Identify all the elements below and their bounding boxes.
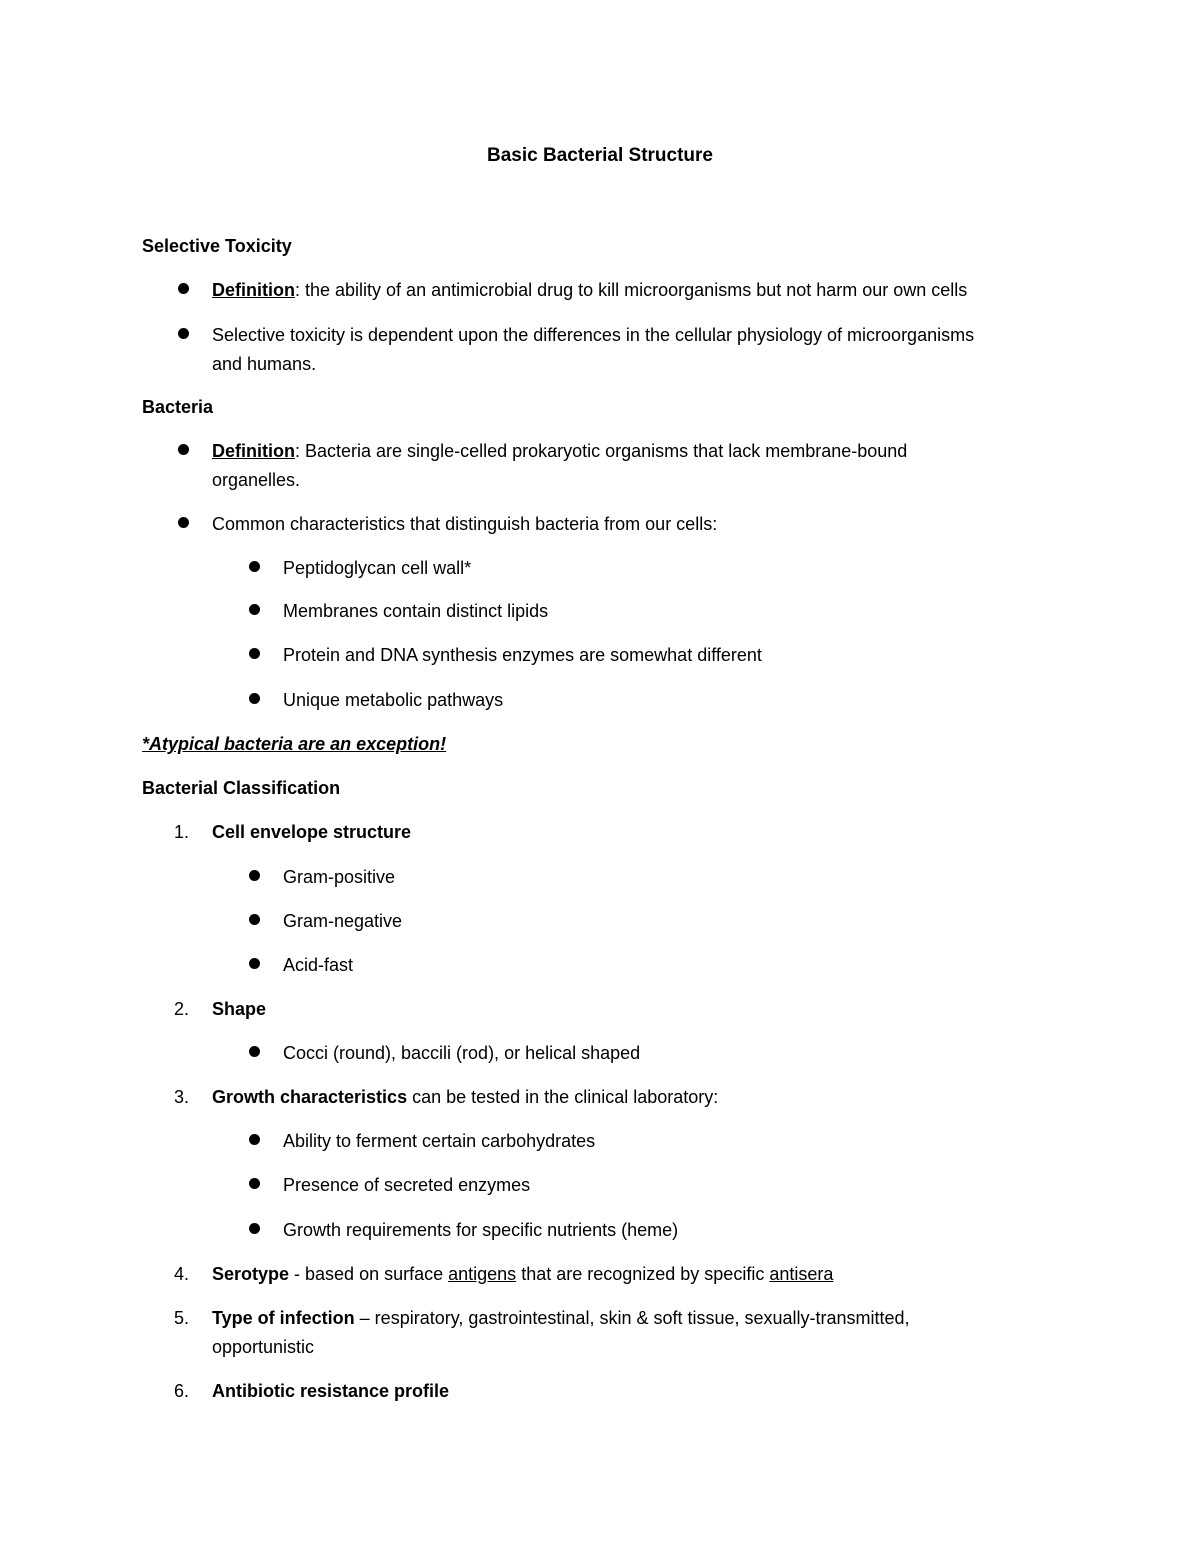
bullet-icon bbox=[249, 1046, 260, 1057]
bullet-icon bbox=[249, 561, 260, 572]
bullet-icon bbox=[249, 1134, 260, 1145]
list-number: 5. bbox=[174, 1308, 190, 1328]
list-number: 3. bbox=[174, 1087, 190, 1107]
sub-list-item: Cocci (round), baccili (rod), or helical shaped bbox=[283, 1043, 641, 1063]
term-label: Definition bbox=[212, 280, 295, 300]
sub-list-item: Gram-negative bbox=[283, 911, 403, 931]
sub-list-item: Membranes contain distinct lipids bbox=[283, 601, 549, 621]
list-item-text: Selective toxicity is dependent upon the differences in the cellular physiology of microorganisms bbox=[212, 325, 975, 345]
classification-item bbox=[212, 1085, 718, 1109]
bullet-icon bbox=[249, 648, 260, 659]
list-number: 4. bbox=[174, 1264, 190, 1284]
definition-text: : the ability of an antimicrobial drug to kill microorganisms but not harm our own cells bbox=[295, 280, 968, 300]
list-item-text-continued: organelles. bbox=[212, 470, 301, 490]
sub-list-item: Ability to ferment certain carbohydrates bbox=[283, 1131, 596, 1151]
classification-item-label: Shape bbox=[212, 999, 267, 1019]
classification-item-text: - based on surface bbox=[289, 1264, 449, 1284]
bullet-icon bbox=[249, 958, 260, 969]
section-heading-classification: Bacterial Classification bbox=[142, 778, 341, 798]
bullet-icon bbox=[249, 914, 260, 925]
sub-list-item: Acid-fast bbox=[283, 955, 354, 975]
classification-item-text: can be tested in the clinical laboratory: bbox=[407, 1087, 719, 1107]
sub-list-item: Protein and DNA synthesis enzymes are somewhat different bbox=[283, 645, 762, 665]
bullet-icon bbox=[249, 604, 260, 615]
sub-list-item: Unique metabolic pathways bbox=[283, 690, 504, 710]
classification-item-text-continued: opportunistic bbox=[212, 1337, 315, 1357]
list-item-text-continued: and humans. bbox=[212, 354, 317, 374]
classification-item-text: that are recognized by specific bbox=[516, 1264, 770, 1284]
list-item-definition bbox=[212, 278, 967, 302]
classification-item bbox=[212, 1306, 910, 1330]
sub-list-item: Peptidoglycan cell wall* bbox=[283, 558, 472, 578]
term-label: Definition bbox=[212, 441, 295, 461]
bullet-icon bbox=[249, 870, 260, 881]
bullet-icon bbox=[178, 517, 189, 528]
sub-list-item: Presence of secreted enzymes bbox=[283, 1175, 531, 1195]
bullet-icon bbox=[249, 1178, 260, 1189]
bullet-icon bbox=[178, 283, 189, 294]
list-number: 1. bbox=[174, 822, 190, 842]
classification-item-label: Growth characteristics bbox=[212, 1087, 408, 1107]
classification-item-label: Cell envelope structure bbox=[212, 822, 412, 842]
section-heading-bacteria: Bacteria bbox=[142, 397, 214, 417]
classification-item-label: Serotype bbox=[212, 1264, 290, 1284]
sub-list-item: Growth requirements for specific nutrients (heme) bbox=[283, 1220, 679, 1240]
list-item-text: Common characteristics that distinguish bacteria from our cells: bbox=[212, 514, 718, 534]
list-number: 6. bbox=[174, 1381, 190, 1401]
list-number: 2. bbox=[174, 999, 190, 1019]
antigens-link: antigens bbox=[448, 1264, 517, 1284]
classification-item bbox=[212, 1262, 833, 1286]
sub-list-item: Gram-positive bbox=[283, 867, 396, 887]
page-title: Basic Bacterial Structure bbox=[487, 145, 713, 166]
bullet-icon bbox=[178, 328, 189, 339]
section-heading-selective-toxicity: Selective Toxicity bbox=[142, 236, 292, 256]
bullet-icon bbox=[249, 693, 260, 704]
definition-text: : Bacteria are single-celled prokaryotic organisms that lack membrane-bound bbox=[295, 441, 908, 461]
bullet-icon bbox=[178, 444, 189, 455]
bullet-icon bbox=[249, 1223, 260, 1234]
classification-item-label: Type of infection bbox=[212, 1308, 355, 1328]
antisera-link: antisera bbox=[769, 1264, 834, 1284]
exception-note: *Atypical bacteria are an exception! bbox=[142, 734, 447, 754]
list-item-definition bbox=[212, 439, 907, 463]
classification-item-text: – respiratory, gastrointestinal, skin & soft tissue, sexually-transmitted, bbox=[354, 1308, 910, 1328]
classification-item-label: Antibiotic resistance profile bbox=[212, 1381, 450, 1401]
